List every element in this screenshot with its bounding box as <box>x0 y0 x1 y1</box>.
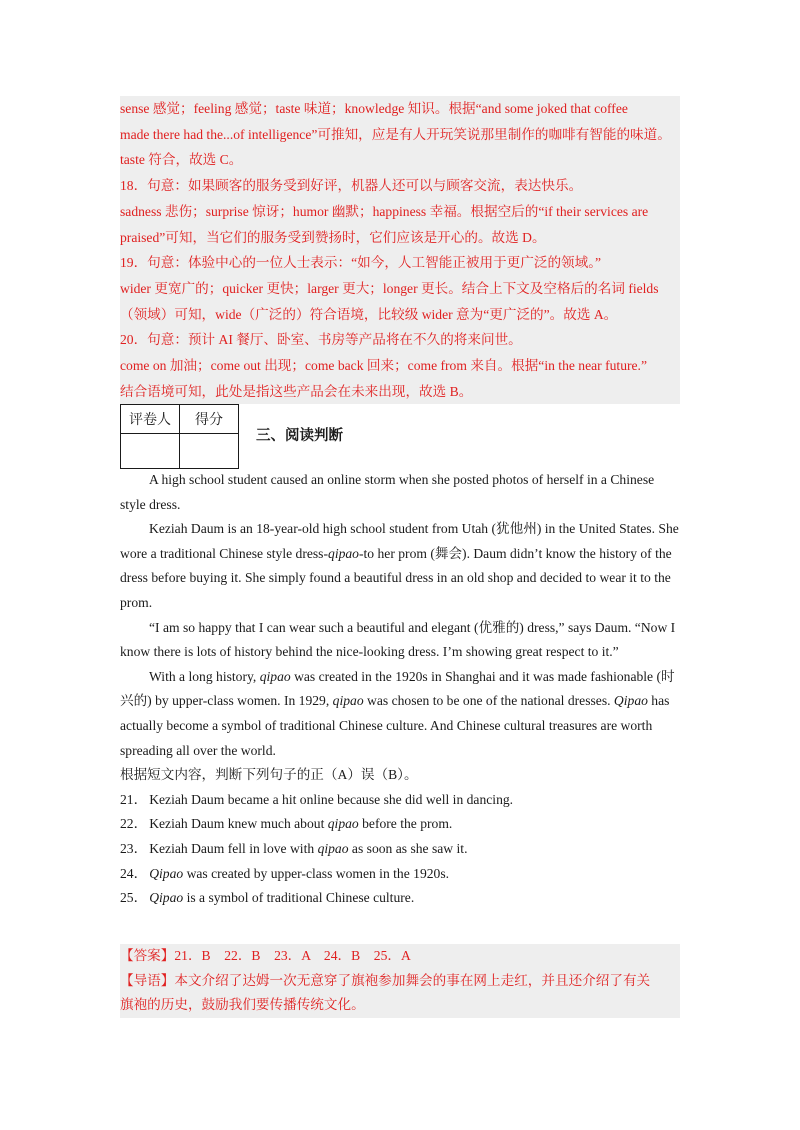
question-number: 22． <box>120 816 148 832</box>
italic-term: qipao <box>327 816 359 832</box>
text-run: is a symbol of traditional Chinese culture. <box>183 890 415 906</box>
text-run: Keziah Daum became a hit online because she did well in dancing. <box>149 791 514 807</box>
guide-line: 【导语】本文介绍了达姆一次无意穿了旗袍参加舞会的事在网上走红，并且还介绍了有关 <box>120 972 651 988</box>
reviewer-cell <box>121 434 180 469</box>
text-run: before the prom. <box>358 816 453 832</box>
italic-term: qipao <box>259 668 291 684</box>
explanation-line: 19．句意：体验中心的一位人士表示：“如今，人工智能正被用于更广泛的领域。” <box>120 255 602 271</box>
question-24 <box>120 862 680 887</box>
italic-term: Qipao <box>613 693 648 709</box>
italic-term: qipao <box>317 840 349 856</box>
passage-paragraph-1: A high school student caused an online storm when she posted photos of herself in a Chinese style dress. <box>120 472 655 512</box>
text-run: With a long history, <box>149 668 260 684</box>
explanation-line: sense 感觉；feeling 感觉；taste 味道；knowledge 知识。根据“and some joked that coffee <box>120 101 628 116</box>
question-number: 21． <box>120 791 148 807</box>
passage-paragraph-3: “I am so happy that I can wear such a beautiful and elegant (优雅的) dress,” says Daum. “Now I know there is lots of history behind the nice-looking dress. I’m showing great respect to it.” <box>120 619 676 660</box>
explanation-line: wider 更宽广的；quicker 更快；larger 更大；longer 更长。结合上下文及空格后的名词 fields <box>120 280 659 296</box>
explanation-line: taste 符合，故选 C。 <box>120 152 243 168</box>
text-run: was created by upper-class women in the 1920s. <box>183 865 450 881</box>
question-21 <box>120 788 680 813</box>
explanation-line: come on 加油；come out 出现；come back 回来；come from 来自。根据“in the near future.” <box>120 358 647 374</box>
question-number: 24． <box>120 865 148 881</box>
score-header: 得分 <box>180 405 239 434</box>
text-run: has actually become a symbol of traditional Chinese culture. And Chinese cultural treasures are worth spreading all over the world. <box>120 693 670 758</box>
explanation-line: sadness 悲伤；surprise 惊讶；humor 幽默；happiness 幸福。根据空后的“if their services are <box>120 203 649 219</box>
reading-passage <box>120 468 680 911</box>
text-run: as soon as she saw it. <box>348 840 468 856</box>
text-run: Keziah Daum is an 18-year-old high school student from Utah (犹他州) in the United States. She wore a traditional Chinese style dress- <box>120 521 679 561</box>
explanation-block <box>120 96 680 404</box>
guide-line: 旗袍的历史，鼓励我们要传播传统文化。 <box>120 997 365 1013</box>
answer-line: 【答案】21．B 22．B 23．A 24．B 25．A <box>120 948 411 963</box>
explanation-line: 结合语境可知，此处是指这些产品会在未来出现，故选 B。 <box>120 383 473 399</box>
answer-block <box>120 944 680 1018</box>
text-run: was created in the 1920s in Shanghai and it was made fashionable (时兴的) by upper-class women. In 1929, <box>120 668 675 709</box>
italic-term: qipao <box>332 693 364 709</box>
text-run: was chosen to be one of the national dresses. <box>363 693 614 709</box>
text-run: Keziah Daum knew much about <box>149 816 328 832</box>
explanation-line: 18．句意：如果顾客的服务受到好评，机器人还可以与顾客交流，表达快乐。 <box>120 178 583 194</box>
explanation-line: praised”可知，当它们的服务受到赞扬时，它们应该是开心的。故选 D。 <box>120 229 546 245</box>
explanation-line: 20．句意：预计 AI 餐厅、卧室、书房等产品将在不久的将来问世。 <box>120 332 522 348</box>
question-25 <box>120 886 680 911</box>
section-title: 三、阅读判断 <box>256 428 343 444</box>
italic-term: Qipao <box>149 865 184 881</box>
question-number: 25． <box>120 890 148 906</box>
explanation-line: （领域）可知，wide（广泛的）符合语境，比较级 wider 意为“更广泛的”。故选 A。 <box>120 306 618 322</box>
question-number: 23． <box>120 840 148 856</box>
passage-paragraph-2 <box>120 517 680 615</box>
score-cell <box>180 434 239 469</box>
score-table <box>120 404 239 469</box>
instruction: 根据短文内容，判断下列句子的正（A）误（B）。 <box>120 767 418 783</box>
explanation-line: made there had the...of intelligence”可推知，应是有人开玩笑说那里制作的咖啡有智能的味道。 <box>120 126 671 142</box>
italic-term: Qipao <box>149 890 184 906</box>
reviewer-header: 评卷人 <box>121 405 180 434</box>
question-23 <box>120 837 680 862</box>
text-run: Keziah Daum fell in love with <box>149 840 318 856</box>
question-22 <box>120 812 680 837</box>
italic-term: qipao <box>328 545 359 561</box>
passage-paragraph-4 <box>120 665 680 763</box>
text-run: -to her prom (舞会). Daum didn’t know the history of the dress before buying it. She simply found a beautiful dress in an old shop and decided to wear it to the prom. <box>120 545 672 610</box>
